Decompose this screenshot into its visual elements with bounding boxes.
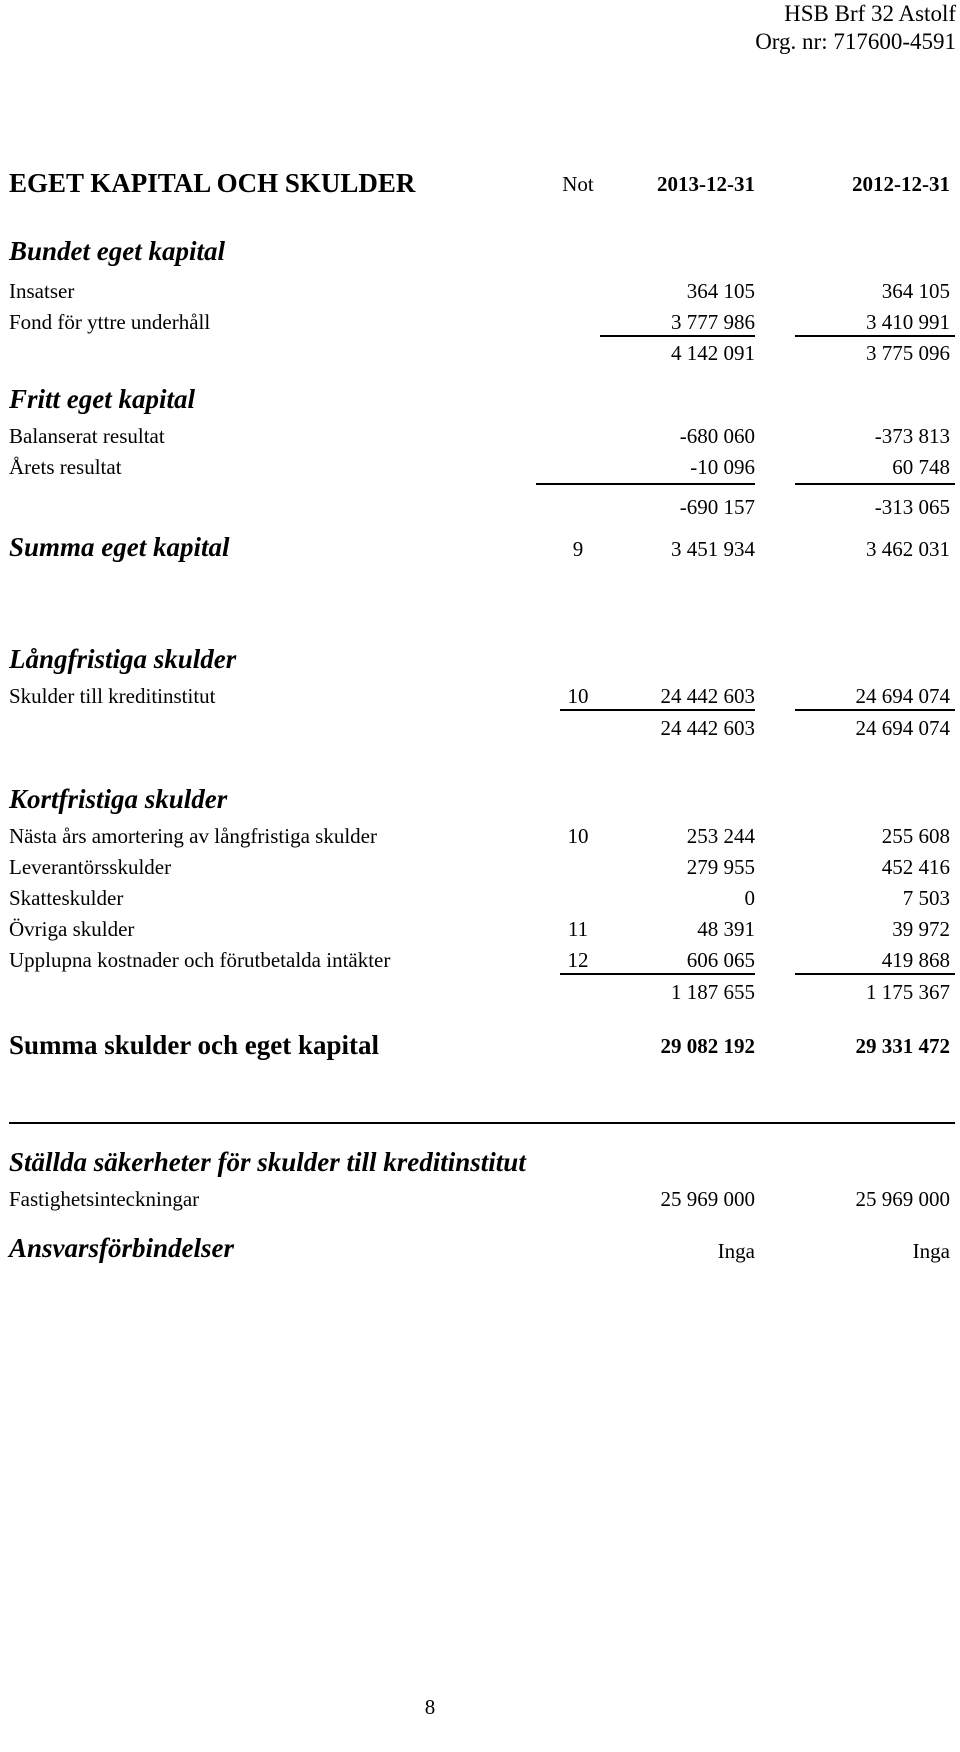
total-value-2013: 3 451 934 [671,537,755,561]
subtotal-2013: 24 442 603 [660,716,755,740]
row-value-2012: 452 416 [881,855,950,879]
row-value-2013: 253 244 [686,824,755,848]
row-label-insatser: Insatser [9,279,75,303]
note-number: 10 [567,824,589,848]
note-number: 9 [572,537,584,561]
section-heading-kortfristiga: Kortfristiga skulder [9,784,228,814]
row-value-2012: -373 813 [874,424,950,448]
row-value-2013: 0 [744,886,755,910]
row-value-2012: 7 503 [902,886,950,910]
row-label-balanserat: Balanserat resultat [9,424,165,448]
row-value-2013: 364 105 [686,279,755,303]
section-heading-stallda-sakerheter: Ställda säkerheter för skulder till kreditinstitut [9,1147,526,1177]
note-number: 12 [567,948,589,972]
row-label-fastighetsinteckningar: Fastighetsinteckningar [9,1187,200,1211]
subtotal-2013: 1 187 655 [671,980,755,1004]
subtotal-2012: 24 694 074 [855,716,950,740]
grand-total-2012: 29 331 472 [855,1034,950,1058]
association-name: HSB Brf 32 Astolf [784,1,956,26]
row-label-fond: Fond för yttre underhåll [9,310,211,334]
total-label-eget-kapital: Summa eget kapital [9,532,230,562]
subtotal-underline [795,483,955,485]
subtotal-underline [795,973,955,975]
note-number: 10 [567,684,589,708]
balance-sheet-title: EGET KAPITAL OCH SKULDER [9,168,416,198]
row-label-ovriga-skulder: Övriga skulder [9,917,135,941]
subtotal-2012: 1 175 367 [866,980,950,1004]
subtotal-underline [600,335,755,337]
row-label-leverantorsskulder: Leverantörsskulder [9,855,172,879]
section-heading-langfristiga: Långfristiga skulder [9,644,237,674]
org-number: Org. nr: 717600-4591 [755,29,956,54]
row-value-2012: 3 410 991 [866,310,950,334]
subtotal-underline [536,483,755,485]
subtotal-underline [795,709,955,711]
row-label-skatteskulder: Skatteskulder [9,886,124,910]
row-value-2013: Inga [717,1239,755,1263]
subtotal-underline [560,973,755,975]
row-value-2012: 255 608 [881,824,950,848]
section-heading-fritt: Fritt eget kapital [9,384,195,414]
note-number: 11 [567,917,589,941]
row-value-2012: 419 868 [881,948,950,972]
row-value-2013: 606 065 [686,948,755,972]
subtotal-underline [795,335,955,337]
section-heading-bundet: Bundet eget kapital [9,236,225,266]
subtotal-2013: -690 157 [679,495,755,519]
row-value-2012: Inga [912,1239,950,1263]
row-label-arets-resultat: Årets resultat [9,455,122,479]
section-heading-ansvarsforbindelser: Ansvarsförbindelser [9,1233,235,1263]
row-value-2012: 364 105 [881,279,950,303]
subtotal-2013: 4 142 091 [671,341,755,365]
row-value-2013: -10 096 [690,455,755,479]
row-value-2013: 48 391 [697,917,755,941]
note-column-header: Not [562,172,594,196]
page-number: 8 [424,1695,436,1719]
row-label-kreditinstitut: Skulder till kreditinstitut [9,684,216,708]
row-label-amortering: Nästa års amortering av långfristiga skulder [9,824,377,848]
grand-total-label: Summa skulder och eget kapital [9,1030,380,1060]
row-value-2013: 25 969 000 [660,1187,755,1211]
row-value-2013: -680 060 [679,424,755,448]
subtotal-underline [560,709,755,711]
row-label-upplupna: Upplupna kostnader och förutbetalda intäkter [9,948,391,972]
section-divider [9,1122,955,1124]
subtotal-2012: 3 775 096 [866,341,950,365]
total-value-2012: 3 462 031 [866,537,950,561]
grand-total-2013: 29 082 192 [660,1034,755,1058]
row-value-2012: 24 694 074 [855,684,950,708]
subtotal-2012: -313 065 [874,495,950,519]
column-header-2012: 2012-12-31 [852,172,950,196]
row-value-2013: 3 777 986 [671,310,755,334]
row-value-2012: 25 969 000 [855,1187,950,1211]
row-value-2012: 39 972 [892,917,950,941]
row-value-2013: 279 955 [686,855,755,879]
row-value-2013: 24 442 603 [660,684,755,708]
column-header-2013: 2013-12-31 [657,172,755,196]
row-value-2012: 60 748 [892,455,950,479]
